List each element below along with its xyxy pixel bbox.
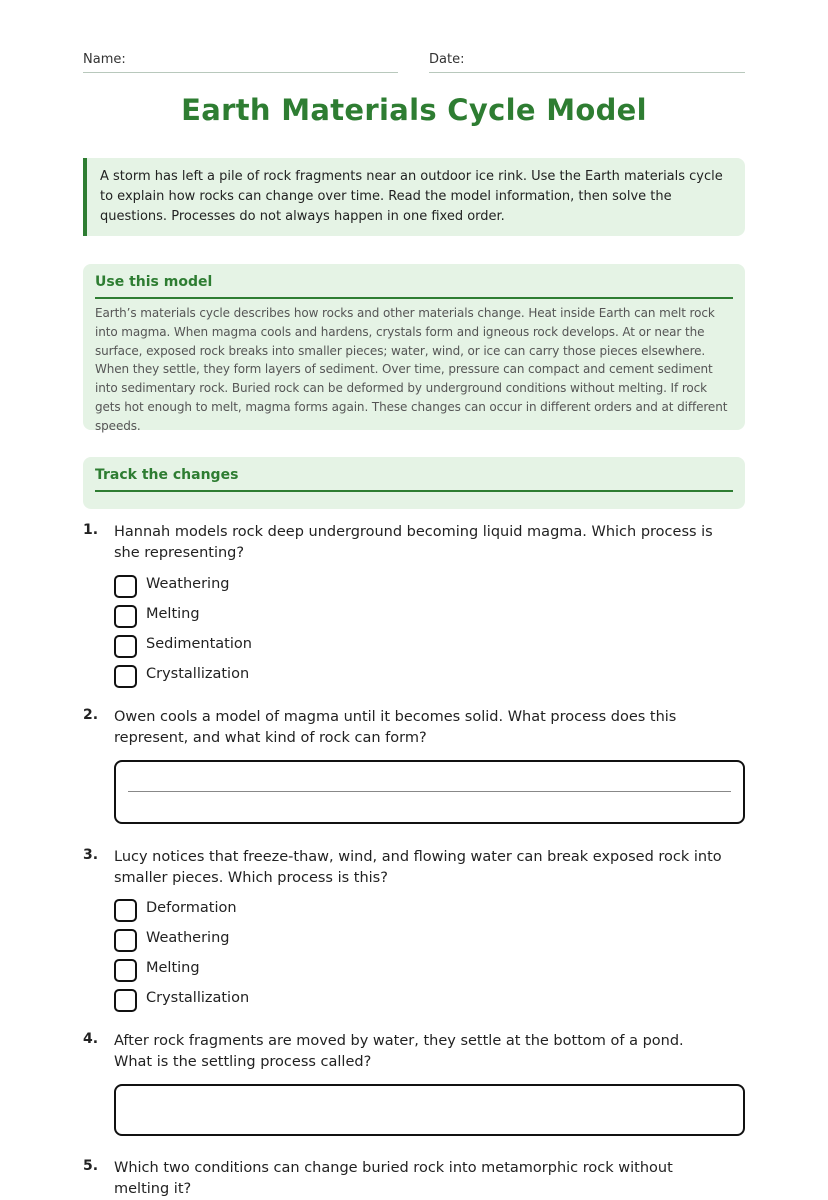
date-field[interactable] [429,52,745,73]
checkbox[interactable] [114,959,137,982]
option-label: Melting [146,960,200,976]
name-field[interactable] [83,52,398,73]
answer-box[interactable] [114,1084,745,1136]
track-heading: Track the changes [95,457,733,492]
model-panel [83,264,745,433]
name-date-row [83,52,745,74]
page-title: Earth Materials Cycle Model [181,93,647,127]
question-number: 2. [83,707,99,723]
option-label: Weathering [146,576,230,592]
date-label: Date: [429,52,465,67]
answer-line [128,791,731,792]
model-text: Earth’s materials cycle describes how rocks and other materials change. Heat inside Earth can melt rock into magma. When magma cools and hardens, crystals form and igneous rock develops. At or near the surface, exposed rock breaks into smaller pieces; water, wind, or ice can carry those pieces elsewhere. When they settle, they form layers of sediment. Over time, pressure can compact and cement sediment into sedimentary rock. Buried rock can be deformed by underground conditions without melting. If rock gets hot enough to melt, magma forms again. These changes can occur in different orders and at different speeds. [95,306,728,433]
intro-callout: A storm has left a pile of rock fragments near an outdoor ice rink. Use the Earth materials cycle to explain how rocks can change over time. Read the model information, then solve the questions. Processes do not always happen in one fixed order. [83,158,745,236]
option-label: Crystallization [146,990,250,1006]
checkbox[interactable] [114,929,137,952]
checkbox[interactable] [114,605,137,628]
question-text: After rock fragments are moved by water, they settle at the bottom of a pond. What is the settling process called? [114,1033,684,1070]
option-label: Deformation [146,900,237,916]
option-label: Melting [146,606,200,622]
option-label: Crystallization [146,666,250,682]
option-label: Sedimentation [146,636,252,652]
question-text: Hannah models rock deep underground becoming liquid magma. Which process is she representing? [114,524,713,561]
question-text: Lucy notices that freeze-thaw, wind, and flowing water can break exposed rock into smaller pieces. Which process is this? [114,849,722,886]
checkbox[interactable] [114,635,137,658]
question-number: 4. [83,1031,99,1047]
checkbox[interactable] [114,665,137,688]
answer-box[interactable] [114,760,745,824]
checkbox[interactable] [114,575,137,598]
question-text: Which two conditions can change buried rock into metamorphic rock without melting it? [114,1160,673,1197]
option-label: Weathering [146,930,230,946]
model-heading: Use this model [95,264,733,299]
question-text: Owen cools a model of magma until it becomes solid. What process does this represent, and what kind of rock can form? [114,709,677,746]
track-panel [83,457,745,509]
question-number: 3. [83,847,99,863]
question-number: 5. [83,1158,99,1174]
checkbox[interactable] [114,899,137,922]
name-label: Name: [83,52,126,67]
checkbox[interactable] [114,989,137,1012]
question-number: 1. [83,522,99,538]
